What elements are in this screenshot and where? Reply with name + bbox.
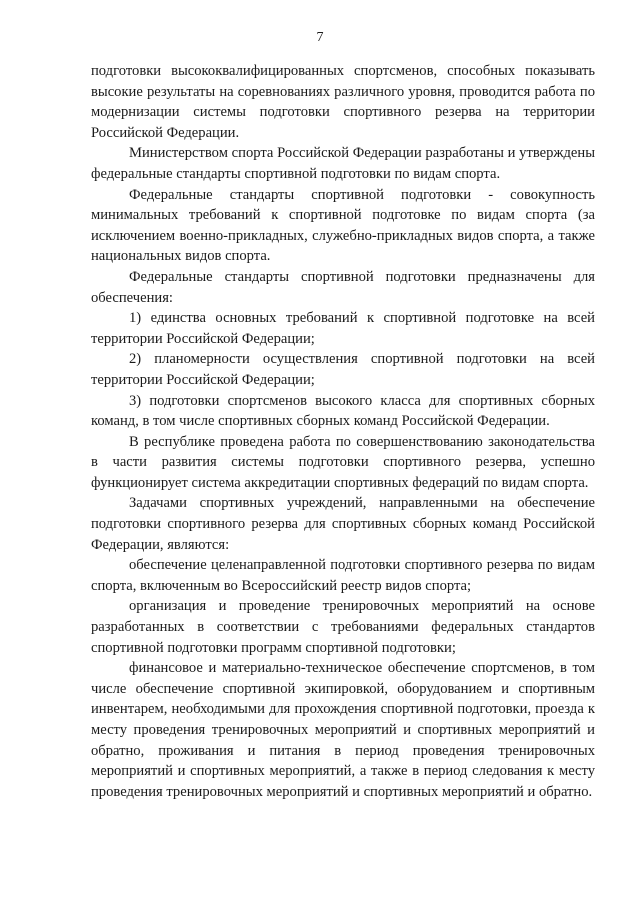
- paragraph-republic-work: В республике проведена работа по совершенствованию законодательства в части развития системы подготовки спортивного резерва, успешно функционирует система аккредитации спортивных федераций по видам спорта.: [91, 433, 595, 491]
- task-item-3: финансовое и материально-техническое обеспечение спортсменов, в том числе обеспечение спортивной экипировкой, оборудованием и спортивным инвентарем, необходимыми для прохождения спортивной подготовки, проезда к месту проведения тренировочных мероприятий и спортивных мероприятий и обратно, проживания и питания в период проведения тренировочных мероприятий и спортивных мероприятий, а также в период следования к месту проведения тренировочных мероприятий и спортивных мероприятий и обратно.: [91, 660, 595, 800]
- list-item-3: 3) подготовки спортсменов высокого класса для спортивных сборных команд, в том числе спортивных сборных команд Российской Федерации.: [91, 392, 595, 430]
- paragraph-tasks-intro: Задачами спортивных учреждений, направленными на обеспечение подготовки спортивного резерва для спортивных сборных команд Российской Федерации, являются:: [91, 495, 595, 553]
- paragraph-standards-definition: Федеральные стандарты спортивной подготовки - совокупность минимальных требований к спортивной подготовке по видам спорта (за исключением военно-прикладных, служебно-прикладных видов спорта, а также национальных видов спорта.: [91, 186, 595, 265]
- page-number: 7: [316, 30, 324, 45]
- paragraph-ministry-standards: Министерством спорта Российской Федерации разработаны и утверждены федеральные стандарты спортивной подготовки по видам спорта.: [91, 145, 595, 182]
- paragraph-continuation: подготовки высококвалифицированных спортсменов, способных показывать высокие результаты на соревнованиях различного уровня, проводится работа по модернизации системы подготовки спортивного резерва на территории Российской Федерации.: [91, 63, 595, 141]
- task-item-1: обеспечение целенаправленной подготовки спортивного резерва по видам спорта, включенным во Всероссийский реестр видов спорта;: [91, 557, 595, 594]
- paragraph-standards-purpose: Федеральные стандарты спортивной подготовки предназначены для обеспечения:: [91, 268, 595, 306]
- document-body: [91, 61, 595, 802]
- list-item-2: 2) планомерности осуществления спортивной подготовки на всей территории Российской Федерации;: [91, 351, 595, 388]
- task-item-2: организация и проведение тренировочных мероприятий на основе разработанных в соответствии с требованиями федеральных стандартов спортивной подготовки программ спортивной подготовки;: [91, 598, 595, 656]
- list-item-1: 1) единства основных требований к спортивной подготовке на всей территории Российской Федерации;: [91, 310, 595, 347]
